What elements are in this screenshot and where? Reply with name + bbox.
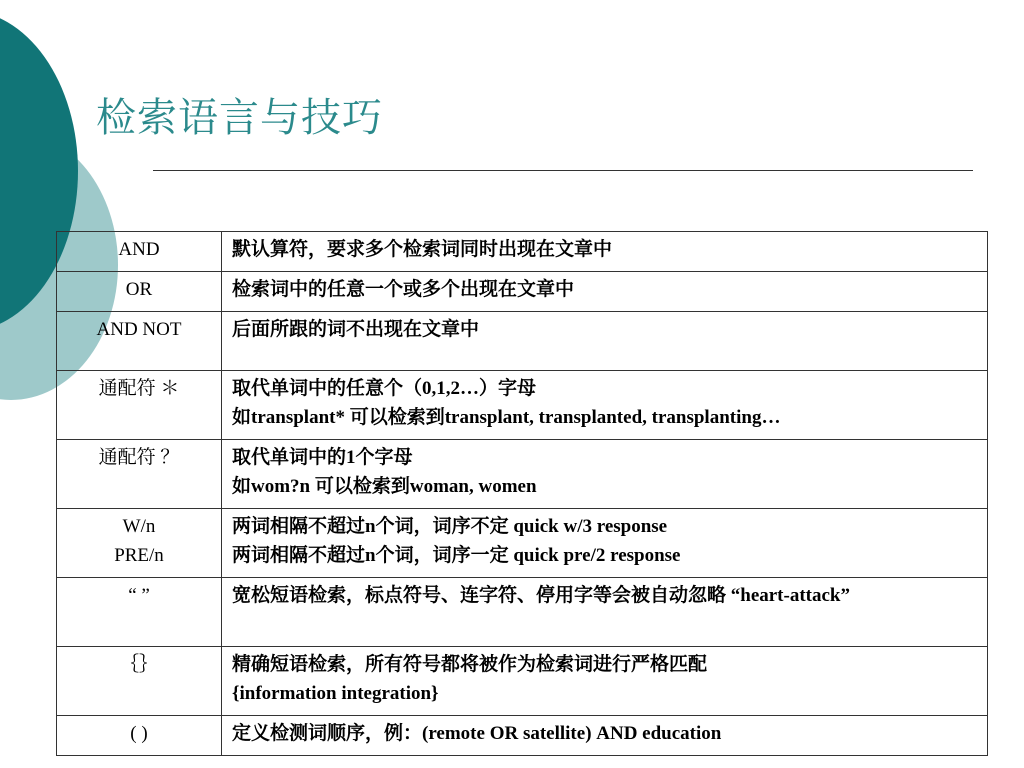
operator-text: W/n [122, 516, 156, 537]
description-cell [222, 312, 988, 371]
description-text: 如transplant* 可以检索到transplant, transplanted, transplanting… [232, 407, 781, 428]
description-text: 检索词中的任意一个或多个出现在文章中 [232, 279, 575, 300]
table-row [57, 440, 988, 509]
table-row [57, 716, 988, 756]
operator-cell [57, 272, 222, 312]
description-text: {information integration} [232, 683, 439, 704]
table-row [57, 312, 988, 371]
description-text: 精确短语检索，所有符号都将被作为检索词进行严格匹配 [232, 654, 708, 675]
operator-text: OR [125, 279, 153, 300]
operator-cell [57, 232, 222, 272]
operator-cell [57, 578, 222, 647]
operator-text: 通配符 ＊ [98, 378, 180, 399]
operator-text: AND NOT [96, 319, 182, 340]
table-row [57, 509, 988, 578]
description-cell [222, 509, 988, 578]
slide-title: 检索语言与技巧 [96, 95, 383, 141]
description-text: 两词相隔不超过n个词，词序不定 quick w/3 response [232, 516, 668, 537]
description-text: 宽松短语检索，标点符号、连字符、停用字等会被自动忽略 “heart-attack” [232, 585, 850, 606]
operator-text: “ ” [128, 585, 150, 606]
table-row [57, 272, 988, 312]
description-text: 取代单词中的1个字母 [232, 447, 413, 468]
operator-cell [57, 509, 222, 578]
table-row [57, 647, 988, 716]
operator-text: AND [118, 239, 160, 260]
operator-text: ( ) [130, 723, 148, 744]
operator-text: ｛｝ [119, 654, 158, 675]
title-underline [153, 170, 973, 171]
table-row [57, 232, 988, 272]
description-cell [222, 272, 988, 312]
description-text: 取代单词中的任意个（0,1,2…）字母 [232, 378, 537, 399]
operator-cell [57, 440, 222, 509]
operator-cell [57, 716, 222, 756]
description-cell [222, 232, 988, 272]
description-text: 默认算符，要求多个检索词同时出现在文章中 [232, 239, 613, 260]
description-text: 定义检测词顺序，例：(remote OR satellite) AND education [232, 723, 722, 744]
description-text: 后面所跟的词不出现在文章中 [232, 319, 480, 340]
operator-table [56, 231, 988, 756]
operator-cell [57, 647, 222, 716]
description-cell [222, 578, 988, 647]
description-text: 如wom?n 可以检索到woman, women [232, 476, 537, 497]
operator-cell [57, 371, 222, 440]
table-row [57, 371, 988, 440]
description-cell [222, 716, 988, 756]
table-row [57, 578, 988, 647]
description-cell [222, 371, 988, 440]
description-text: 两词相隔不超过n个词，词序一定 quick pre/2 response [232, 545, 681, 566]
description-cell [222, 440, 988, 509]
description-cell [222, 647, 988, 716]
operator-text: PRE/n [114, 545, 164, 566]
operator-text: 通配符 ？ [98, 447, 180, 468]
operator-cell [57, 312, 222, 371]
